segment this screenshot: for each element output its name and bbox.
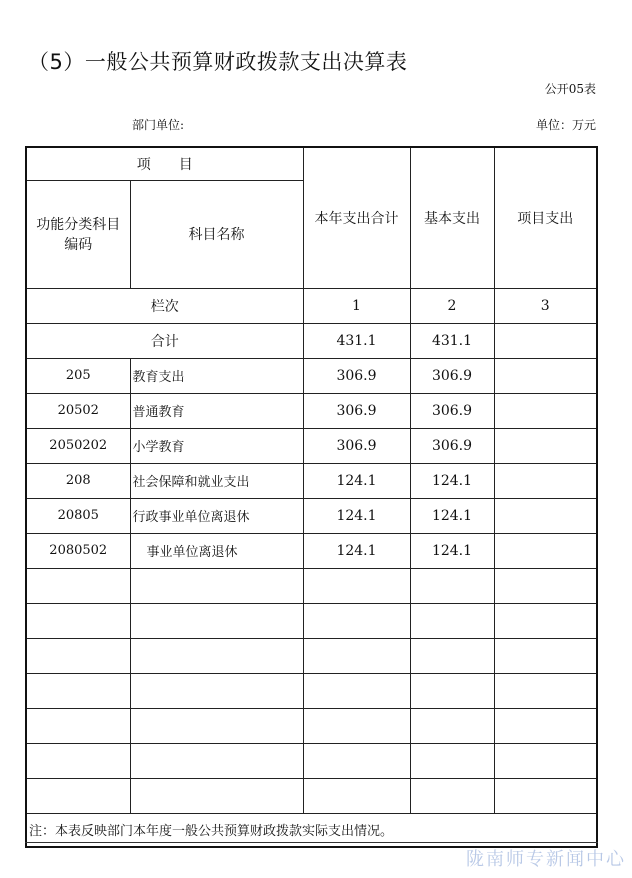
total-label: 合计 xyxy=(26,323,303,358)
row-basic: 124.1 xyxy=(410,498,494,533)
watermark: 陇南师专新闻中心 xyxy=(466,849,626,870)
row-project xyxy=(494,428,597,463)
column-index-1: 1 xyxy=(303,288,410,323)
expenditure-table xyxy=(25,146,598,848)
form-number: 公开05表 xyxy=(544,82,596,96)
row-code: 2050202 xyxy=(26,428,130,463)
empty-cell xyxy=(410,778,494,813)
empty-cell xyxy=(26,743,130,778)
header-name: 科目名称 xyxy=(130,180,303,288)
empty-cell xyxy=(130,743,303,778)
empty-cell xyxy=(303,568,410,603)
row-basic: 124.1 xyxy=(410,533,494,568)
empty-cell xyxy=(494,568,597,603)
row-total: 124.1 xyxy=(303,498,410,533)
empty-cell xyxy=(26,778,130,813)
empty-cell xyxy=(130,708,303,743)
column-index-label: 栏次 xyxy=(26,288,303,323)
row-code: 20502 xyxy=(26,393,130,428)
row-total: 124.1 xyxy=(303,463,410,498)
empty-cell xyxy=(494,708,597,743)
table-row xyxy=(26,428,597,463)
page-title: （5）一般公共预算财政拨款支出决算表 xyxy=(28,50,408,74)
empty-row xyxy=(26,638,597,673)
row-project xyxy=(494,533,597,568)
row-name: 教育支出 xyxy=(130,358,303,393)
empty-cell xyxy=(130,638,303,673)
empty-row xyxy=(26,778,597,813)
row-name: 小学教育 xyxy=(130,428,303,463)
empty-row xyxy=(26,568,597,603)
department-label: 部门单位: xyxy=(132,118,185,132)
table-row xyxy=(26,533,597,568)
empty-cell xyxy=(130,778,303,813)
header-total: 本年支出合计 xyxy=(303,147,410,288)
row-name: 普通教育 xyxy=(130,393,303,428)
row-name: 社会保障和就业支出 xyxy=(130,463,303,498)
empty-cell xyxy=(410,568,494,603)
empty-cell xyxy=(410,673,494,708)
empty-cell xyxy=(494,603,597,638)
header-code: 功能分类科目编码 xyxy=(26,180,130,288)
header-basic: 基本支出 xyxy=(410,147,494,288)
row-code: 20805 xyxy=(26,498,130,533)
row-project xyxy=(494,358,597,393)
total-basic: 431.1 xyxy=(410,323,494,358)
empty-cell xyxy=(494,673,597,708)
empty-cell xyxy=(130,568,303,603)
empty-cell xyxy=(303,743,410,778)
table-row xyxy=(26,393,597,428)
table-row xyxy=(26,358,597,393)
row-basic: 124.1 xyxy=(410,463,494,498)
row-project xyxy=(494,498,597,533)
empty-cell xyxy=(410,743,494,778)
row-name: 行政事业单位离退休 xyxy=(130,498,303,533)
empty-cell xyxy=(494,638,597,673)
row-basic: 306.9 xyxy=(410,393,494,428)
empty-cell xyxy=(410,638,494,673)
empty-cell xyxy=(303,778,410,813)
unit-label: 单位：万元 xyxy=(535,118,596,132)
bottom-rule xyxy=(25,842,598,843)
row-total: 306.9 xyxy=(303,358,410,393)
table-row xyxy=(26,463,597,498)
column-index-2: 2 xyxy=(410,288,494,323)
empty-cell xyxy=(303,638,410,673)
column-index-3: 3 xyxy=(494,288,597,323)
row-name: 事业单位离退休 xyxy=(130,533,303,568)
table-row xyxy=(26,498,597,533)
total-amount: 431.1 xyxy=(303,323,410,358)
table-note: 注：本表反映部门本年度一般公共预算财政拨款实际支出情况。 xyxy=(26,813,597,847)
empty-cell xyxy=(130,603,303,638)
empty-cell xyxy=(26,673,130,708)
empty-cell xyxy=(26,568,130,603)
empty-cell xyxy=(410,603,494,638)
row-code: 205 xyxy=(26,358,130,393)
row-code: 208 xyxy=(26,463,130,498)
header-project: 项 目 xyxy=(26,147,303,180)
empty-cell xyxy=(494,743,597,778)
empty-cell xyxy=(303,603,410,638)
empty-cell xyxy=(26,708,130,743)
total-project xyxy=(494,323,597,358)
row-basic: 306.9 xyxy=(410,428,494,463)
row-total: 124.1 xyxy=(303,533,410,568)
empty-cell xyxy=(130,673,303,708)
row-total: 306.9 xyxy=(303,393,410,428)
empty-cell xyxy=(26,638,130,673)
row-project xyxy=(494,463,597,498)
row-code: 2080502 xyxy=(26,533,130,568)
empty-cell xyxy=(26,603,130,638)
empty-cell xyxy=(303,673,410,708)
empty-row xyxy=(26,673,597,708)
empty-cell xyxy=(494,778,597,813)
empty-row xyxy=(26,708,597,743)
row-basic: 306.9 xyxy=(410,358,494,393)
empty-cell xyxy=(303,708,410,743)
empty-cell xyxy=(410,708,494,743)
row-project xyxy=(494,393,597,428)
empty-row xyxy=(26,603,597,638)
header-project-expenditure: 项目支出 xyxy=(494,147,597,288)
row-total: 306.9 xyxy=(303,428,410,463)
empty-row xyxy=(26,743,597,778)
